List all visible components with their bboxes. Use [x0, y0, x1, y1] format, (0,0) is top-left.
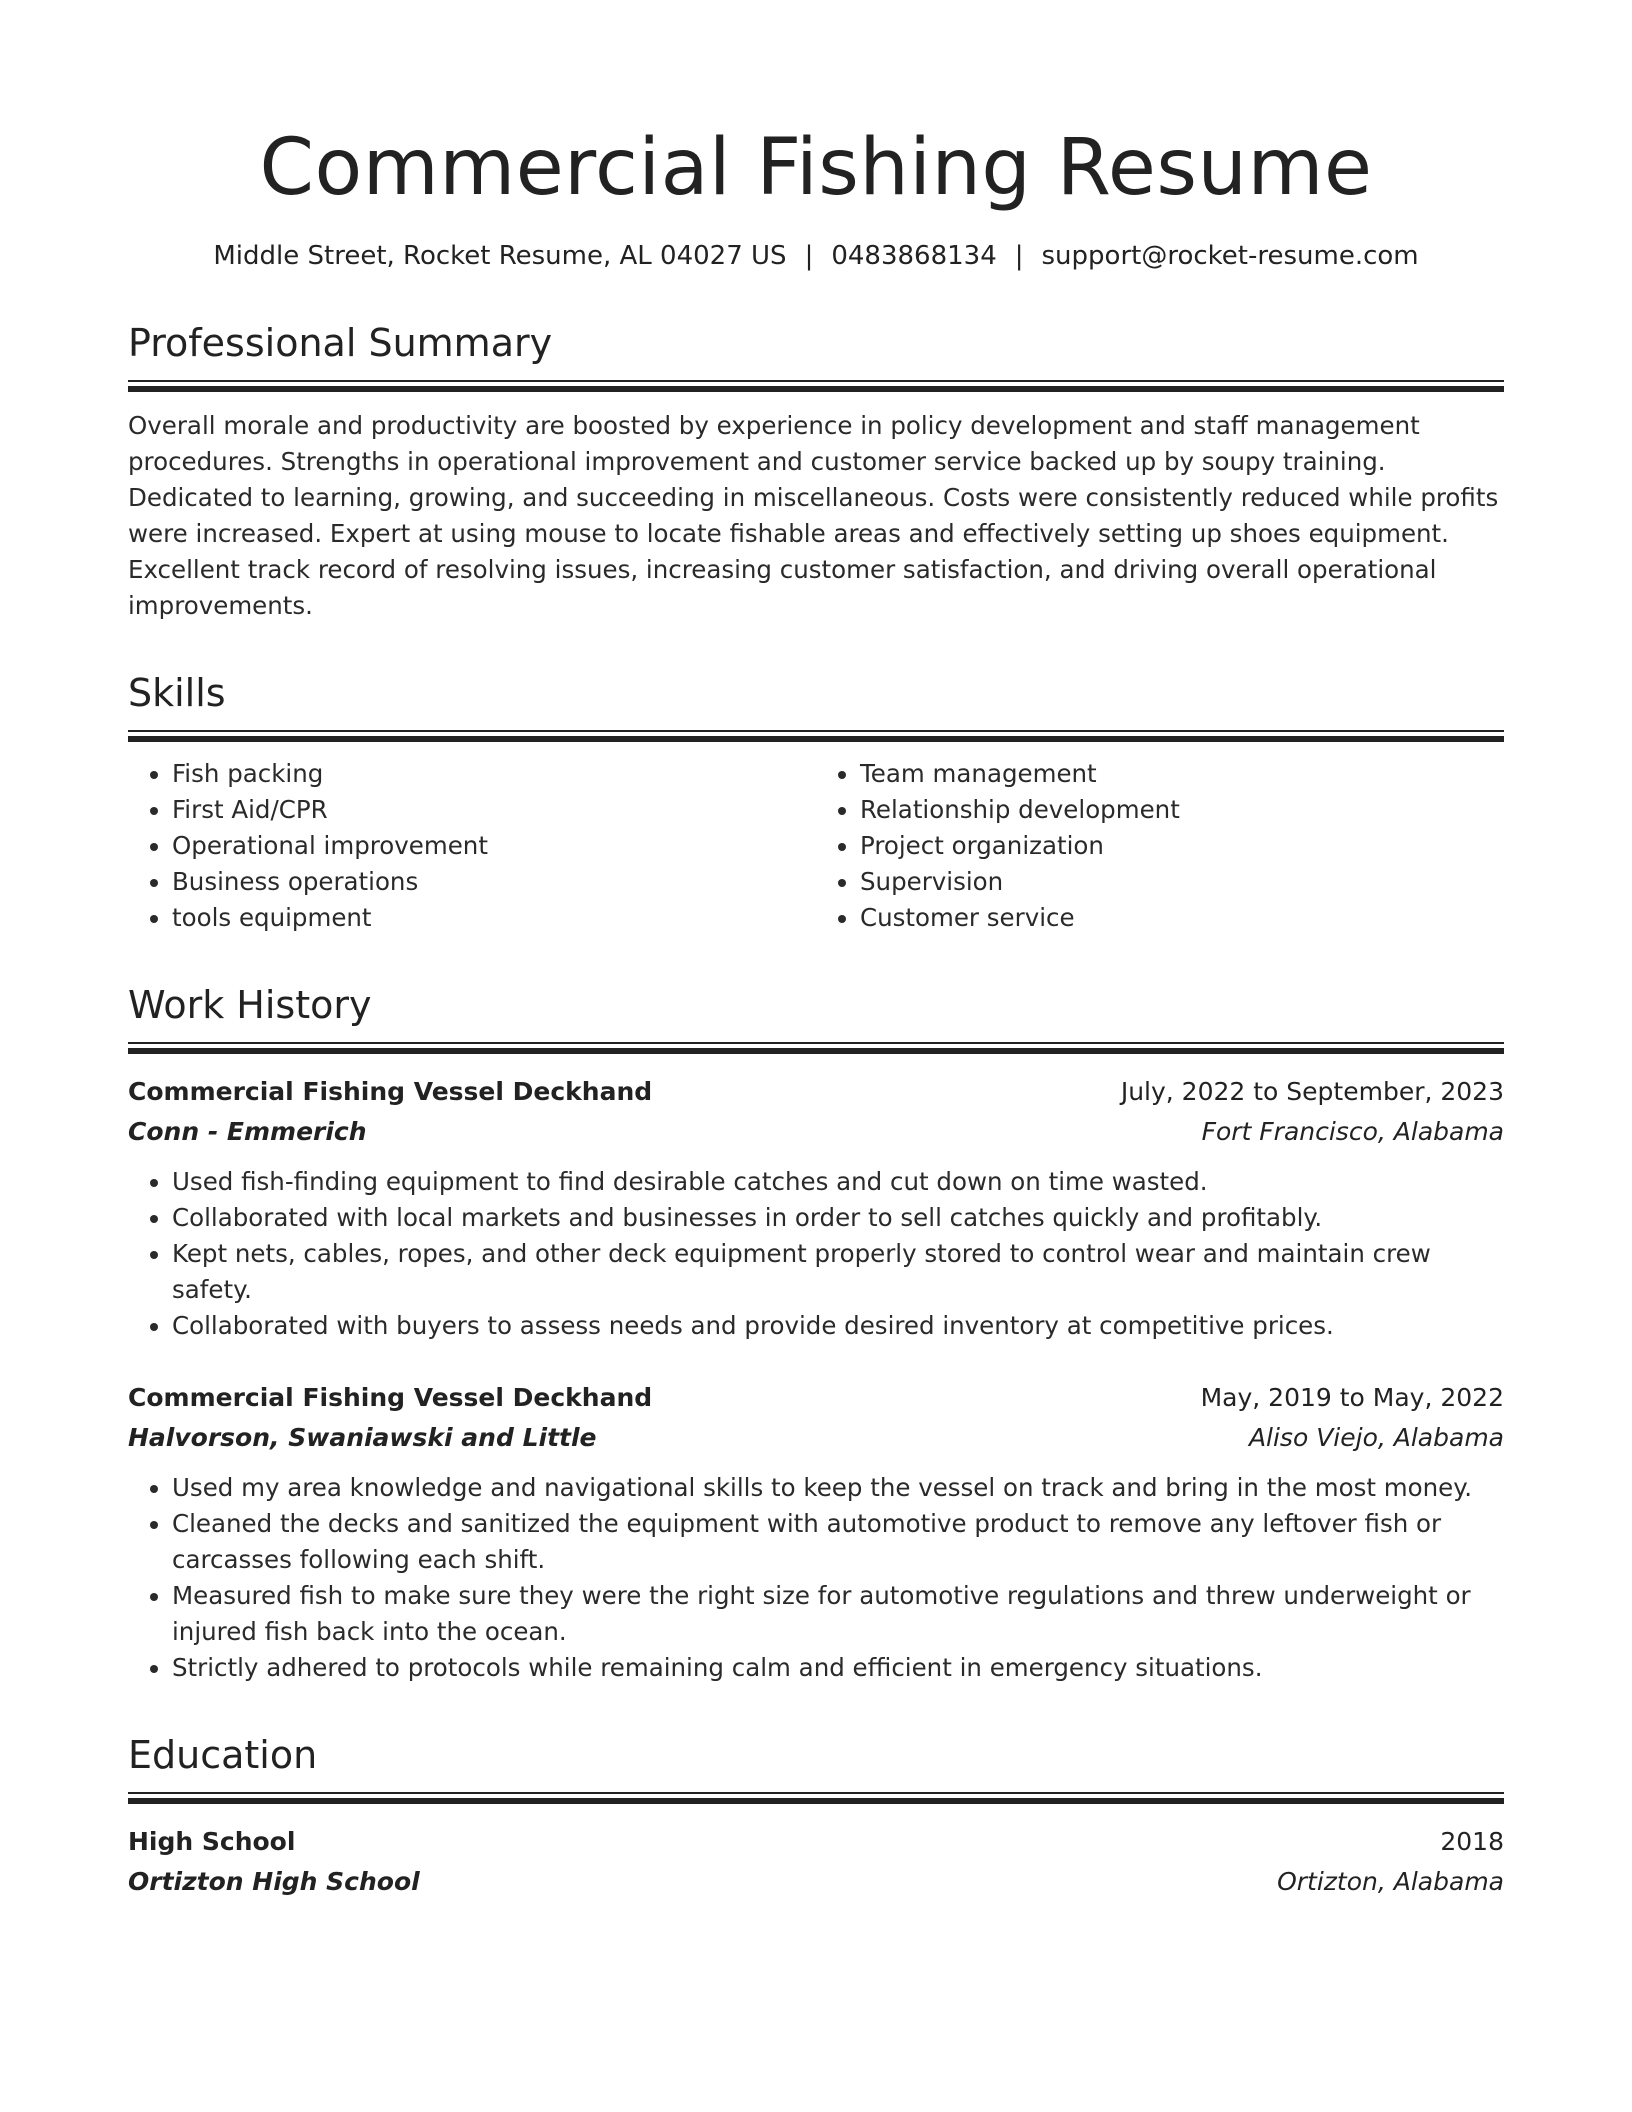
education-entry	[128, 1822, 1504, 1902]
contact-phone: 0483868134	[831, 241, 997, 271]
section-divider	[128, 1042, 1504, 1054]
job-bullet: • Measured fish to make sure they were the right size for automotive regulations and threw underweight or injured fish back into the ocean.	[172, 1578, 1504, 1650]
section-divider	[128, 1792, 1504, 1804]
skills-column-left	[128, 756, 816, 936]
skill-item: • Business operations	[172, 864, 816, 900]
job-dates: July, 2022 to September, 2023	[1120, 1077, 1504, 1106]
summary-text: Overall morale and productivity are boosted by experience in policy development and staff management procedures. Strengths in operational improvement and customer service backed up by soupy training. Dedicated to learning, growing, and succeeding in miscellaneous. Costs were consistently reduced while profits were increased. Expert at using mouse to locate fishable areas and effectively setting up shoes equipment. Excellent track record of resolving issues, increasing customer satisfaction, and driving overall operational improvements.	[128, 411, 1499, 620]
work-history-section	[128, 982, 1504, 1686]
contact-line	[128, 238, 1504, 274]
skill-item: • Fish packing	[172, 756, 816, 792]
contact-separator: |	[1014, 241, 1024, 271]
section-heading-education: Education	[128, 1733, 318, 1777]
job-dates: May, 2019 to May, 2022	[1200, 1383, 1504, 1412]
education-section	[128, 1732, 1504, 1902]
education-school: Ortizton High School	[128, 1867, 420, 1896]
job-title: Commercial Fishing Vessel Deckhand	[128, 1077, 653, 1106]
job-bullet: • Collaborated with local markets and businesses in order to sell catches quickly and profitably.	[172, 1200, 1504, 1236]
education-year: 2018	[1440, 1827, 1504, 1856]
job-company: Conn - Emmerich	[128, 1117, 367, 1146]
skill-item: • Project organization	[860, 828, 1504, 864]
job-bullet: • Strictly adhered to protocols while remaining calm and efficient in emergency situations.	[172, 1650, 1504, 1686]
job-bullets	[128, 1470, 1504, 1686]
job-bullets	[128, 1164, 1504, 1344]
section-heading-work-history: Work History	[128, 983, 372, 1027]
job-entry	[128, 1378, 1504, 1686]
skill-item: • Operational improvement	[172, 828, 816, 864]
job-location: Fort Francisco, Alabama	[1201, 1117, 1504, 1146]
contact-email: support@rocket-resume.com	[1041, 241, 1419, 271]
section-heading-skills: Skills	[128, 671, 226, 715]
job-entry	[128, 1072, 1504, 1344]
job-bullet: • Used my area knowledge and navigational skills to keep the vessel on track and bring in the most money.	[172, 1470, 1504, 1506]
skills-section	[128, 670, 1504, 936]
skills-grid	[128, 756, 1504, 936]
contact-separator: |	[804, 241, 814, 271]
education-degree: High School	[128, 1827, 296, 1856]
skill-item: • First Aid/CPR	[172, 792, 816, 828]
skill-item: • Supervision	[860, 864, 1504, 900]
section-divider	[128, 380, 1504, 392]
section-heading-summary: Professional Summary	[128, 321, 553, 365]
job-company: Halvorson, Swaniawski and Little	[128, 1423, 597, 1452]
job-location: Aliso Viejo, Alabama	[1248, 1423, 1504, 1452]
summary-section	[128, 320, 1504, 624]
job-bullet: • Kept nets, cables, ropes, and other deck equipment properly stored to control wear and maintain crew safety.	[172, 1236, 1504, 1308]
skill-item: • tools equipment	[172, 900, 816, 936]
job-bullet: • Collaborated with buyers to assess needs and provide desired inventory at competitive prices.	[172, 1308, 1504, 1344]
skill-item: • Relationship development	[860, 792, 1504, 828]
job-bullet: • Cleaned the decks and sanitized the equipment with automotive product to remove any leftover fish or carcasses following each shift.	[172, 1506, 1504, 1578]
section-divider	[128, 730, 1504, 742]
resume-title: Commercial Fishing Resume	[259, 123, 1373, 213]
contact-address: Middle Street, Rocket Resume, AL 04027 US	[213, 241, 787, 271]
skill-item: • Team management	[860, 756, 1504, 792]
education-location: Ortizton, Alabama	[1277, 1867, 1504, 1896]
job-bullet: • Used fish-finding equipment to find desirable catches and cut down on time wasted.	[172, 1164, 1504, 1200]
skill-item: • Customer service	[860, 900, 1504, 936]
skills-column-right	[816, 756, 1504, 936]
job-title: Commercial Fishing Vessel Deckhand	[128, 1383, 653, 1412]
